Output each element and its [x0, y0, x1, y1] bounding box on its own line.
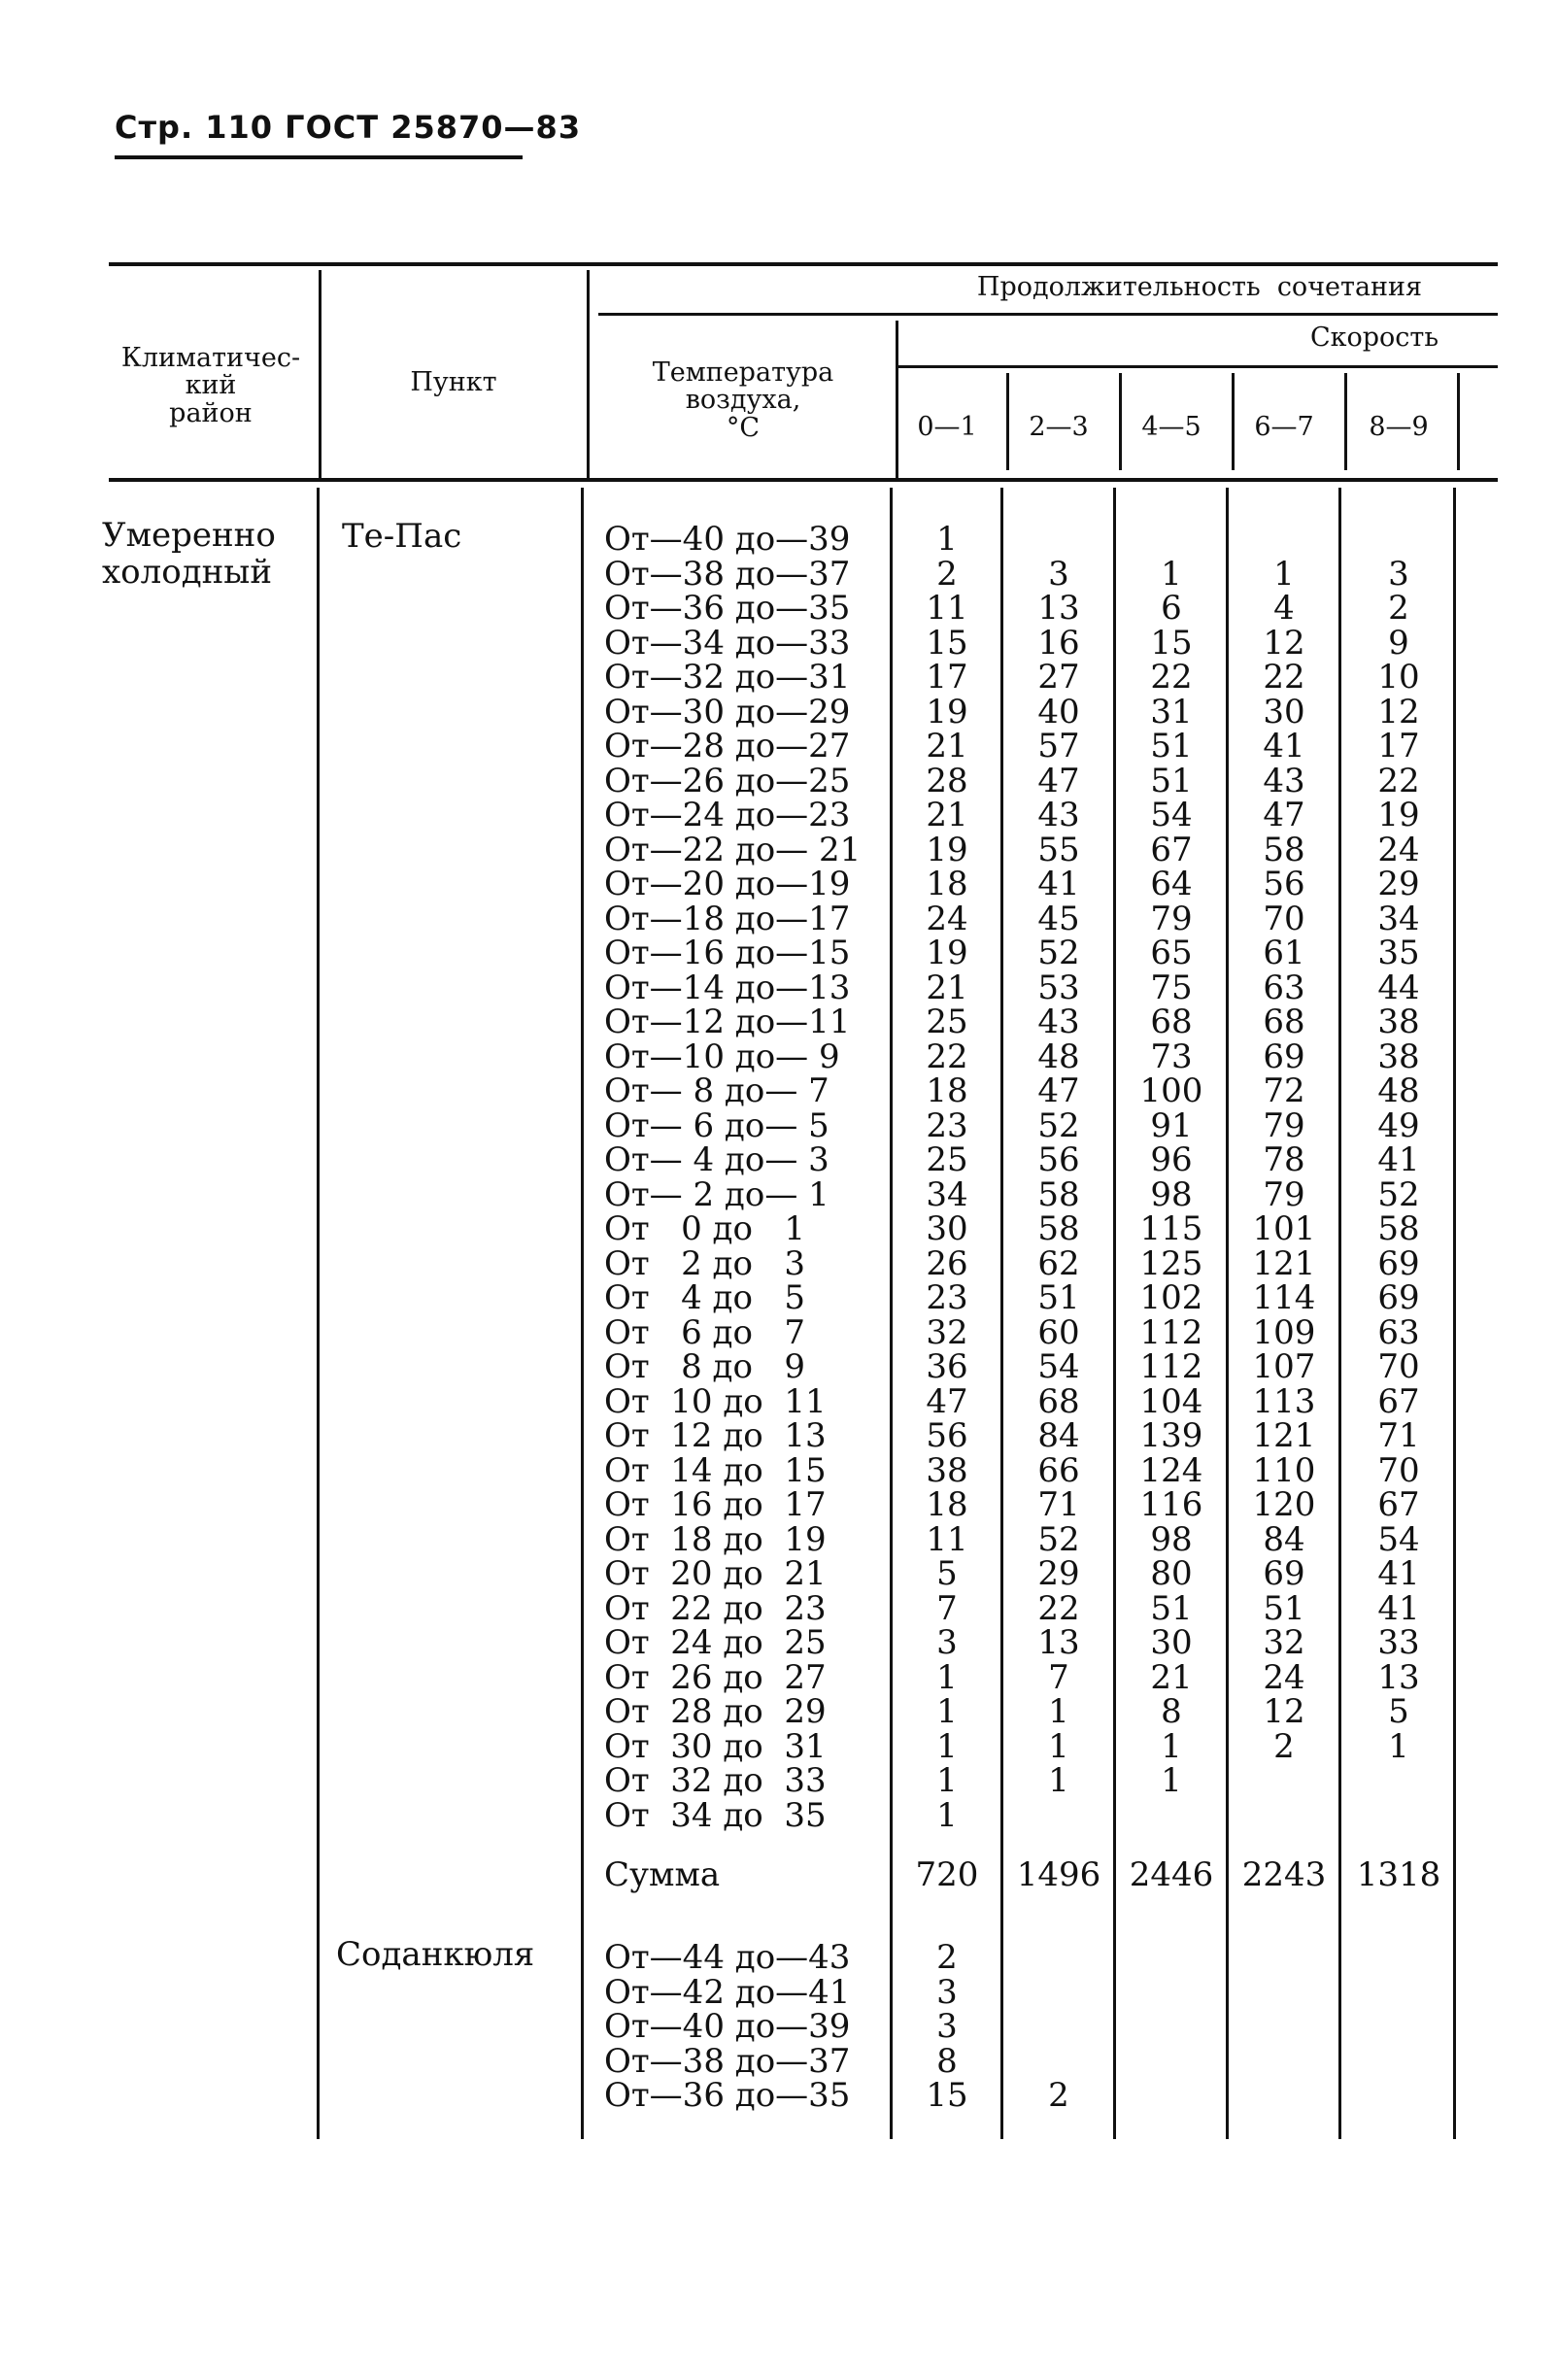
duration-value: 120 [1252, 1485, 1316, 1524]
duration-value: 109 [1252, 1312, 1316, 1352]
duration-value: 64 [1150, 865, 1193, 903]
duration-value: 121 [1252, 1416, 1316, 1455]
temperature-range: От—26 до—25 [604, 761, 851, 800]
duration-value: 12 [1263, 1692, 1305, 1731]
duration-value: 9 [1388, 623, 1409, 663]
duration-value: 79 [1150, 899, 1193, 938]
duration-value: 51 [1150, 1588, 1193, 1628]
duration-value: 71 [1037, 1485, 1080, 1524]
temperature-range: От—16 до—15 [604, 934, 851, 972]
duration-value: 104 [1139, 1381, 1203, 1421]
duration-value: 2 [1388, 589, 1409, 628]
duration-value: 22 [1037, 1588, 1080, 1628]
duration-value: 22 [1377, 761, 1420, 800]
duration-value: 44 [1377, 968, 1420, 1007]
duration-value: 34 [1377, 899, 1420, 938]
duration-value: 19 [926, 934, 968, 972]
duration-value: 28 [926, 761, 968, 800]
duration-value: 35 [1377, 934, 1420, 972]
duration-value: 98 [1150, 1519, 1193, 1559]
temperature-range: От 32 до 33 [604, 1761, 827, 1800]
duration-value: 67 [1377, 1485, 1420, 1524]
temperature-range: От 26 до 27 [604, 1657, 827, 1697]
sum-value: 720 [915, 1855, 979, 1894]
duration-value: 1 [1161, 1761, 1182, 1800]
duration-value: 47 [926, 1381, 968, 1421]
duration-value: 34 [926, 1174, 968, 1214]
duration-value: 5 [1388, 1692, 1409, 1731]
duration-value: 115 [1139, 1209, 1203, 1248]
duration-value: 41 [1377, 1588, 1420, 1628]
duration-value: 21 [926, 796, 968, 834]
duration-value: 7 [1048, 1657, 1069, 1697]
duration-value: 26 [926, 1243, 968, 1283]
duration-value: 7 [936, 1588, 958, 1628]
temperature-range: От— 4 до— 3 [604, 1140, 829, 1179]
duration-value: 15 [926, 2076, 968, 2115]
duration-value: 1 [1161, 554, 1182, 594]
duration-value: 1 [1048, 1692, 1069, 1731]
duration-value: 96 [1150, 1140, 1193, 1179]
header-rule [115, 155, 523, 159]
duration-value: 43 [1037, 796, 1080, 834]
temperature-range: От— 6 до— 5 [604, 1105, 829, 1145]
duration-value: 29 [1377, 865, 1420, 903]
duration-value: 47 [1037, 761, 1080, 800]
duration-value: 22 [926, 1037, 968, 1076]
duration-value: 1 [936, 1795, 958, 1835]
climatic-region: Умеренно холодный [102, 516, 276, 592]
duration-value: 54 [1377, 1519, 1420, 1559]
duration-value: 56 [1037, 1140, 1080, 1179]
duration-value: 43 [1263, 761, 1305, 800]
duration-value: 5 [936, 1554, 958, 1593]
temperature-range: От—32 до—31 [604, 658, 851, 697]
duration-value: 112 [1139, 1312, 1203, 1352]
temperature-range: От 0 до 1 [604, 1209, 806, 1248]
duration-value: 51 [1150, 761, 1193, 800]
duration-value: 58 [1263, 830, 1305, 869]
duration-value: 63 [1377, 1312, 1420, 1352]
duration-value: 55 [1037, 830, 1080, 869]
duration-value: 3 [1048, 554, 1069, 594]
speed-range-header: 0—1 [917, 412, 977, 442]
duration-value: 68 [1037, 1381, 1080, 1421]
speed-range-header: 6—7 [1254, 412, 1314, 442]
duration-value: 1 [1048, 1726, 1069, 1766]
duration-value: 69 [1263, 1037, 1305, 1076]
header-divider [896, 321, 898, 478]
header-divider [587, 270, 590, 478]
header-divider [1457, 373, 1460, 470]
speed-range-header: 8—9 [1369, 412, 1429, 442]
temperature-range: От—42 до—41 [604, 1972, 851, 2012]
duration-value: 22 [1263, 658, 1305, 697]
duration-value: 25 [926, 1003, 968, 1041]
duration-value: 38 [926, 1450, 968, 1490]
duration-value: 3 [936, 2007, 958, 2046]
temperature-range: От 28 до 29 [604, 1692, 827, 1731]
duration-value: 21 [1150, 1657, 1193, 1697]
temperature-range: От—12 до—11 [604, 1003, 851, 1041]
duration-value: 3 [1388, 554, 1409, 594]
duration-value: 102 [1139, 1278, 1203, 1317]
body-divider [1338, 488, 1341, 2139]
duration-value: 1 [936, 1657, 958, 1697]
duration-value: 60 [1037, 1312, 1080, 1352]
duration-value: 27 [1037, 658, 1080, 697]
duration-value: 36 [926, 1347, 968, 1386]
sum-value: 2446 [1129, 1855, 1214, 1894]
duration-value: 47 [1263, 796, 1305, 834]
duration-value: 2 [1273, 1726, 1295, 1766]
sum-value: 1318 [1356, 1855, 1441, 1894]
duration-value: 3 [936, 1623, 958, 1662]
duration-value: 32 [1263, 1623, 1305, 1662]
duration-value: 1 [1048, 1761, 1069, 1800]
duration-value: 125 [1139, 1243, 1203, 1283]
duration-value: 101 [1252, 1209, 1316, 1248]
duration-value: 1 [1273, 554, 1295, 594]
duration-value: 1 [936, 1692, 958, 1731]
duration-value: 24 [926, 899, 968, 938]
duration-value: 13 [1377, 1657, 1420, 1697]
duration-value: 84 [1037, 1416, 1080, 1455]
header-divider [319, 270, 322, 478]
duration-value: 114 [1252, 1278, 1316, 1317]
body-divider [1453, 488, 1456, 2139]
duration-value: 62 [1037, 1243, 1080, 1283]
duration-value: 52 [1037, 1105, 1080, 1145]
temperature-range: От—22 до— 21 [604, 830, 862, 869]
duration-value: 32 [926, 1312, 968, 1352]
duration-value: 65 [1150, 934, 1193, 972]
duration-value: 70 [1263, 899, 1305, 938]
column-header-region: Климатичес- кий район [120, 343, 301, 428]
duration-value: 68 [1150, 1003, 1193, 1041]
duration-value: 52 [1037, 934, 1080, 972]
duration-value: 67 [1377, 1381, 1420, 1421]
duration-value: 68 [1263, 1003, 1305, 1041]
duration-value: 23 [926, 1278, 968, 1317]
duration-value: 100 [1139, 1071, 1203, 1110]
duration-value: 30 [926, 1209, 968, 1248]
duration-value: 23 [926, 1105, 968, 1145]
sum-value: 1496 [1016, 1855, 1101, 1894]
duration-value: 73 [1150, 1037, 1193, 1076]
speed-range-header: 4—5 [1141, 412, 1202, 442]
temperature-range: От—28 до—27 [604, 727, 851, 765]
body-divider [581, 488, 584, 2139]
temperature-range: От—30 до—29 [604, 692, 851, 731]
sum-label: Сумма [604, 1855, 721, 1894]
duration-value: 58 [1037, 1209, 1080, 1248]
body-divider [1113, 488, 1116, 2139]
body-divider [890, 488, 893, 2139]
duration-value: 72 [1263, 1071, 1305, 1110]
temperature-range: От 22 до 23 [604, 1588, 827, 1628]
duration-value: 13 [1037, 1623, 1080, 1662]
duration-value: 57 [1037, 727, 1080, 765]
duration-value: 17 [1377, 727, 1420, 765]
temperature-range: От 4 до 5 [604, 1278, 806, 1317]
temperature-range: От—14 до—13 [604, 968, 851, 1007]
temperature-range: От 6 до 7 [604, 1312, 806, 1352]
temperature-range: От—18 до—17 [604, 899, 851, 938]
duration-value: 1 [1161, 1726, 1182, 1766]
duration-value: 78 [1263, 1140, 1305, 1179]
duration-value: 19 [926, 692, 968, 731]
duration-value: 56 [926, 1416, 968, 1455]
duration-value: 25 [926, 1140, 968, 1179]
duration-value: 19 [926, 830, 968, 869]
column-header-point: Пункт [410, 367, 497, 397]
duration-value: 16 [1037, 623, 1080, 663]
column-header-temperature: Температура воздуха, °С [652, 357, 834, 443]
duration-value: 2 [936, 1938, 958, 1977]
duration-value: 2 [936, 554, 958, 594]
speed-rule [897, 365, 1498, 368]
temperature-range: От—10 до— 9 [604, 1037, 840, 1076]
duration-value: 12 [1377, 692, 1420, 731]
duration-value: 38 [1377, 1003, 1420, 1041]
duration-value: 38 [1377, 1037, 1420, 1076]
duration-value: 69 [1263, 1554, 1305, 1593]
duration-value: 19 [1377, 796, 1420, 834]
duration-value: 70 [1377, 1450, 1420, 1490]
temperature-range: От 34 до 35 [604, 1795, 827, 1835]
station-name: Те-Пас [342, 517, 462, 556]
duration-value: 1 [936, 1761, 958, 1800]
body-divider [317, 488, 320, 2139]
duration-value: 67 [1150, 830, 1193, 869]
duration-value: 110 [1252, 1450, 1316, 1490]
duration-value: 40 [1037, 692, 1080, 731]
temperature-range: От—24 до—23 [604, 796, 851, 834]
body-divider [1226, 488, 1229, 2139]
duration-value: 21 [926, 727, 968, 765]
temperature-range: От 10 до 11 [604, 1381, 827, 1421]
duration-value: 107 [1252, 1347, 1316, 1386]
duration-value: 56 [1263, 865, 1305, 903]
duration-value: 15 [1150, 623, 1193, 663]
duration-value: 63 [1263, 968, 1305, 1007]
duration-value: 24 [1377, 830, 1420, 869]
duration-value: 2 [1048, 2076, 1069, 2115]
temperature-range: От 2 до 3 [604, 1243, 806, 1283]
duration-value: 4 [1273, 589, 1295, 628]
duration-value: 31 [1150, 692, 1193, 731]
duration-value: 113 [1252, 1381, 1316, 1421]
duration-value: 45 [1037, 899, 1080, 938]
duration-value: 3 [936, 1972, 958, 2012]
temperature-range: От—34 до—33 [604, 623, 851, 663]
duration-value: 61 [1263, 934, 1305, 972]
temperature-range: От—40 до—39 [604, 2007, 851, 2046]
temperature-range: От—20 до—19 [604, 865, 851, 903]
duration-value: 70 [1377, 1347, 1420, 1386]
duration-rule [598, 313, 1498, 316]
duration-value: 54 [1037, 1347, 1080, 1386]
temperature-range: От 18 до 19 [604, 1519, 827, 1559]
duration-value: 1 [936, 520, 958, 559]
temperature-range: От 8 до 9 [604, 1347, 806, 1386]
duration-value: 41 [1037, 865, 1080, 903]
duration-value: 71 [1377, 1416, 1420, 1455]
duration-value: 51 [1263, 1588, 1305, 1628]
duration-value: 13 [1037, 589, 1080, 628]
duration-value: 52 [1377, 1174, 1420, 1214]
temperature-range: От 14 до 15 [604, 1450, 827, 1490]
duration-value: 11 [926, 589, 968, 628]
page-header: Стр. 110 ГОСТ 25870—83 [115, 109, 582, 146]
body-divider [1000, 488, 1003, 2139]
duration-value: 79 [1263, 1174, 1305, 1214]
duration-value: 15 [926, 623, 968, 663]
duration-value: 10 [1377, 658, 1420, 697]
speed-range-header: 2—3 [1029, 412, 1089, 442]
duration-value: 30 [1150, 1623, 1193, 1662]
duration-value: 84 [1263, 1519, 1305, 1559]
duration-value: 54 [1150, 796, 1193, 834]
station-name: Соданкюля [336, 1935, 535, 1974]
duration-value: 98 [1150, 1174, 1193, 1214]
duration-value: 75 [1150, 968, 1193, 1007]
duration-value: 48 [1377, 1071, 1420, 1110]
temperature-range: От—36 до—35 [604, 589, 851, 628]
duration-value: 11 [926, 1519, 968, 1559]
duration-value: 1 [1388, 1726, 1409, 1766]
duration-value: 41 [1377, 1554, 1420, 1593]
header-bottom-rule [109, 478, 1498, 482]
duration-value: 116 [1139, 1485, 1203, 1524]
duration-value: 91 [1150, 1105, 1193, 1145]
duration-value: 80 [1150, 1554, 1193, 1593]
temperature-range: От—36 до—35 [604, 2076, 851, 2115]
temperature-range: От 30 до 31 [604, 1726, 827, 1766]
duration-value: 58 [1377, 1209, 1420, 1248]
duration-value: 69 [1377, 1243, 1420, 1283]
temperature-range: От— 8 до— 7 [604, 1071, 829, 1110]
duration-value: 47 [1037, 1071, 1080, 1110]
duration-value: 29 [1037, 1554, 1080, 1593]
temperature-range: От 24 до 25 [604, 1623, 827, 1662]
table-top-rule [109, 262, 1498, 266]
duration-value: 33 [1377, 1623, 1420, 1662]
duration-value: 18 [926, 1485, 968, 1524]
duration-value: 53 [1037, 968, 1080, 1007]
duration-value: 139 [1139, 1416, 1203, 1455]
duration-value: 121 [1252, 1243, 1316, 1283]
duration-value: 48 [1037, 1037, 1080, 1076]
duration-value: 8 [936, 2041, 958, 2081]
temperature-range: От—40 до—39 [604, 520, 851, 559]
duration-value: 24 [1263, 1657, 1305, 1697]
duration-value: 8 [1161, 1692, 1182, 1731]
duration-value: 66 [1037, 1450, 1080, 1490]
duration-value: 18 [926, 865, 968, 903]
duration-value: 18 [926, 1071, 968, 1110]
duration-value: 52 [1037, 1519, 1080, 1559]
duration-value: 22 [1150, 658, 1193, 697]
duration-value: 124 [1139, 1450, 1203, 1490]
temperature-range: От— 2 до— 1 [604, 1174, 829, 1214]
duration-value: 79 [1263, 1105, 1305, 1145]
temperature-range: От 20 до 21 [604, 1554, 827, 1593]
temperature-range: От—38 до—37 [604, 2041, 851, 2081]
column-header-duration: Продолжительность сочетания [976, 272, 1423, 302]
temperature-range: От 16 до 17 [604, 1485, 827, 1524]
duration-value: 112 [1139, 1347, 1203, 1386]
duration-value: 21 [926, 968, 968, 1007]
duration-value: 58 [1037, 1174, 1080, 1214]
duration-value: 41 [1377, 1140, 1420, 1179]
duration-value: 69 [1377, 1278, 1420, 1317]
temperature-range: От—44 до—43 [604, 1938, 851, 1977]
duration-value: 30 [1263, 692, 1305, 731]
column-header-speed: Скорость [1309, 323, 1439, 353]
duration-value: 41 [1263, 727, 1305, 765]
duration-value: 51 [1150, 727, 1193, 765]
duration-value: 6 [1161, 589, 1182, 628]
temperature-range: От 12 до 13 [604, 1416, 827, 1455]
duration-value: 43 [1037, 1003, 1080, 1041]
duration-value: 1 [936, 1726, 958, 1766]
duration-value: 17 [926, 658, 968, 697]
temperature-range: От—38 до—37 [604, 554, 851, 594]
duration-value: 49 [1377, 1105, 1420, 1145]
sum-value: 2243 [1241, 1855, 1327, 1894]
duration-value: 12 [1263, 623, 1305, 663]
duration-value: 51 [1037, 1278, 1080, 1317]
